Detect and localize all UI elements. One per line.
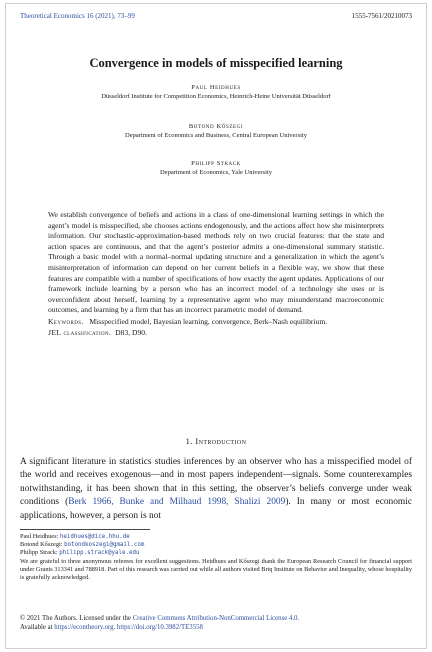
author-block [0, 123, 432, 139]
author-affiliation: Düsseldorf Institute for Competition Economics, Heinrich-Heine Universität Düsseldorf [101, 93, 331, 100]
license-line [20, 614, 412, 623]
email-link[interactable]: philipp.strack@yale.edu [59, 550, 140, 557]
email-line [20, 533, 412, 541]
jel-classification [48, 328, 384, 339]
abstract [48, 210, 384, 338]
separator: . [113, 624, 117, 632]
author-block [0, 160, 432, 176]
paper-title: Convergence in models of misspecified learning [89, 56, 343, 70]
email-line [20, 541, 412, 549]
email-line [20, 549, 412, 557]
author-affiliation: Department of Economics and Business, Central European University [125, 132, 307, 139]
email-author: Philipp Strack: [20, 549, 58, 557]
abstract-text: We establish convergence of beliefs and actions in a class of one-dimensional learning settings in which the agent’s model is misspecified, she chooses actions endogenously, and the actions affect how she misinterprets information. Our stochastic-approximation-based methods rely on two crucial features: that the state and action spaces are continuous, and that the agent’s posterior admits a one-dimensional summary statistic. Through a basic model with a normal–normal updating structure and a generalization in which the agent’s misinterpretation of information can depend on her current beliefs in a flexible way, we show that these features are compatible with a number of specifications of how exactly the agent updates. Applications of our framework include learning by a person who has an incorrect model of a technology she uses or is overconfident about herself, learning by a representative agent who may misunderstand macroeconomic outcomes, and learning by a firm that has an incorrect parametric model of demand. [48, 210, 384, 315]
section-heading: 1. Introduction [185, 436, 247, 446]
doi-link[interactable]: https://doi.org/10.3982/TE3558 [116, 624, 203, 632]
availability-line [20, 623, 412, 632]
keywords-text: Misspecified model, Bayesian learning, convergence, Berk–Nash equilibrium. [89, 316, 328, 326]
author-name: Paul Heidhues [191, 84, 241, 91]
intro-text-cont: ). In many or most economic applications, however, a person is not [20, 497, 412, 521]
citation-link[interactable]: Berk 1966, Bunke and Milhaud 1998, Shalizi 2009 [68, 497, 286, 508]
acknowledgements: We are grateful to three anonymous referees for excellent suggestions. Heidhues and Kőszegi thank the European Research Council for financial support under Grants 313341 and 788918. Part of this research was carried out while all authors visited Briq Institute on Behavior and Inequality, whose hospitality is gratefully acknowledged. [20, 557, 412, 582]
keywords [48, 317, 384, 328]
intro-text: A significant literature in statistics studies inferences by an observer who has a misspecified model of the world and receives exogenous—and in most papers independent—signals. Some counterexamples notwithstanding, it has been shown that in this setting, the observer’s beliefs converge under weak conditions ( [20, 457, 412, 508]
footnote-rule [20, 529, 150, 530]
available-label: Available at [20, 624, 55, 632]
issn-number: 1555-7561/20210073 [351, 12, 412, 20]
author-name: Philipp Strack [191, 160, 241, 167]
email-link[interactable]: botondkoszegi@gmail.com [64, 542, 145, 549]
author-affiliation: Department of Economics, Yale University [160, 169, 272, 176]
intro-paragraph [20, 456, 412, 523]
email-author: Paul Heidhues: [20, 533, 59, 540]
license-link[interactable]: Creative Commons Attribution-NonCommercial License 4.0. [132, 615, 300, 622]
jel-codes: D83, D90. [115, 327, 148, 337]
license-prefix: © 2021 The Authors. Licensed under the [20, 615, 133, 622]
footnotes [20, 533, 412, 582]
license-footer [20, 614, 412, 632]
author-name: Botond Kőszegi [188, 123, 244, 130]
email-link[interactable]: heidhues@dice.hhu.de [59, 534, 130, 540]
keywords-label: Keywords. [48, 316, 84, 326]
journal-citation[interactable]: Theoretical Economics 16 (2021), 73–99 [20, 12, 135, 20]
author-block [0, 84, 432, 100]
running-header [20, 12, 412, 20]
journal-url-link[interactable]: https://econtheory.org [54, 624, 114, 632]
jel-label: JEL classification. [48, 327, 112, 337]
email-author: Botond Kőszegi: [20, 541, 63, 549]
